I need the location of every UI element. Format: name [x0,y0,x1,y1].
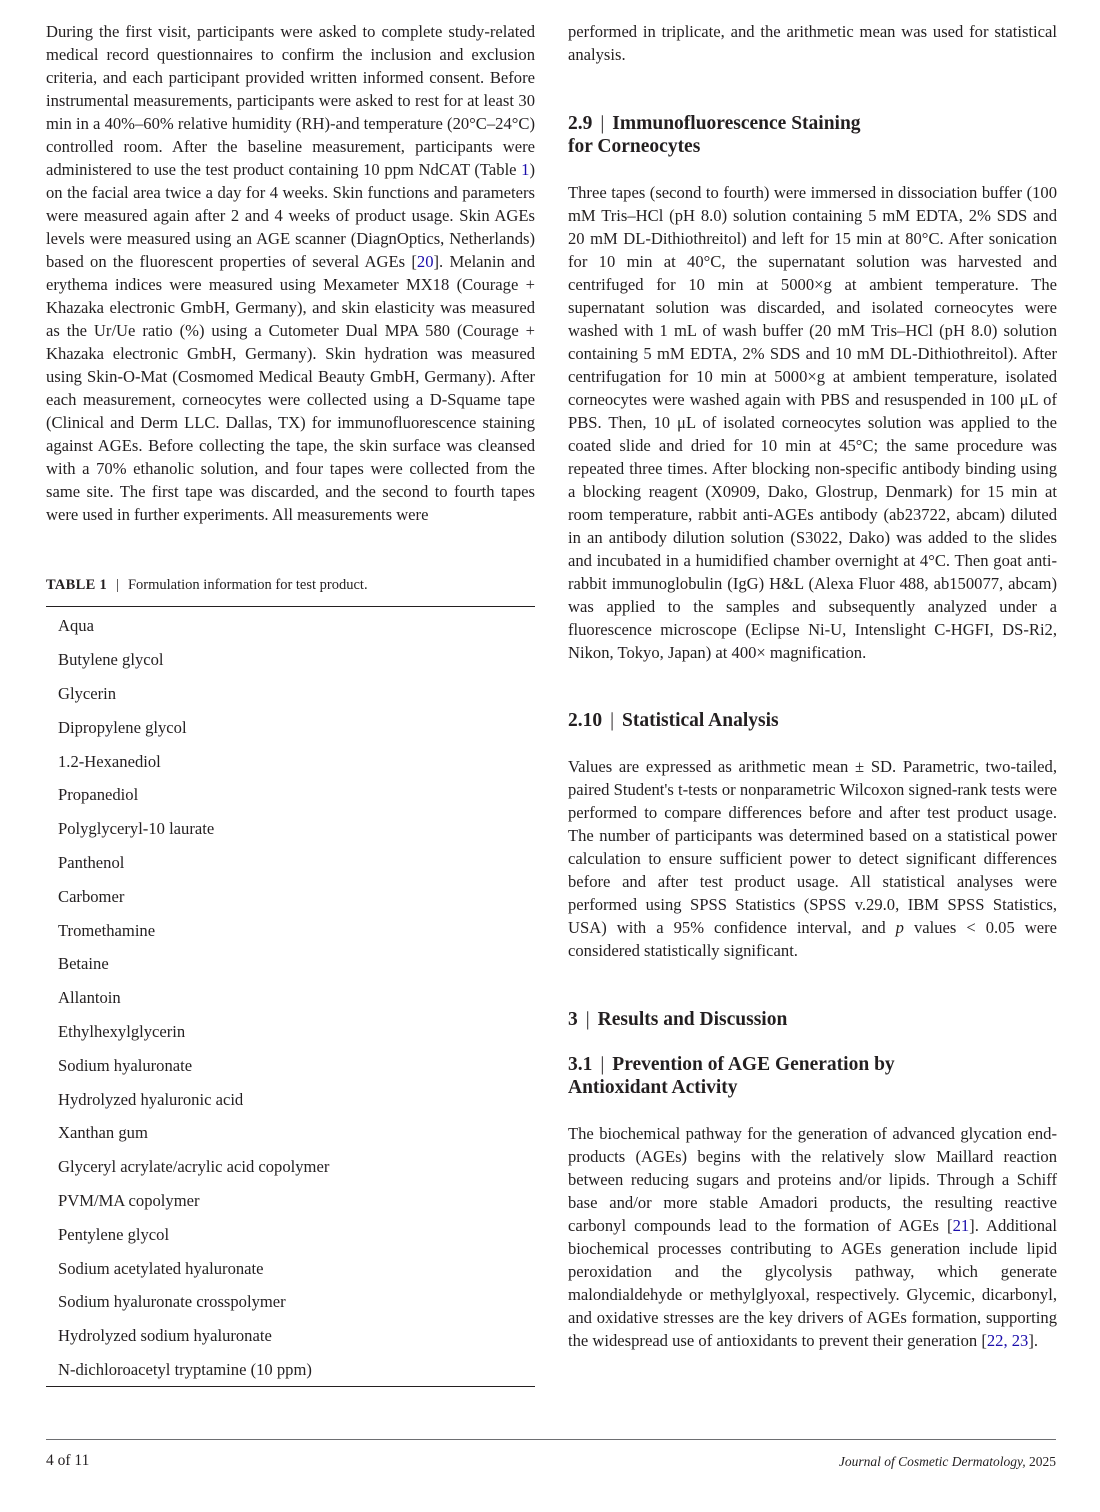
section-2-10-heading [568,709,1057,732]
table-row [46,812,535,846]
heading-separator: | [610,710,615,731]
section-title: Statistical Analysis [622,710,779,731]
table-row [46,981,535,1015]
ingredient-cell: Hydrolyzed sodium hyaluronate [58,1326,272,1346]
table-row [46,643,535,677]
ingredient-cell: Sodium hyaluronate [58,1055,193,1075]
table-row [46,607,535,643]
ingredient-cell: Panthenol [58,852,125,872]
continuation-paragraph: performed in triplicate, and the arithmetic mean was used for statistical analysis. [568,22,1057,64]
table-row [46,913,535,947]
section-number: 3.1 [568,1054,593,1075]
section-2-9-body: Three tapes (second to fourth) were immersed in dissociation buffer (100 mM Tris–HCl (pH 8.0) solution containing 5 mM EDTA, 2% SDS and 20 mM DL-Dithiothreitol) and left for 15 min at 80°C. After sonication for 10 min at 40°C, the supernatant solution was harvested and centrifuged for 10 min at 5000×g at ambient temperature. The supernatant solution was discarded, and isolated corneocytes were washed with 1 mL of wash buffer (20 mM Tris–HCl (pH 8.0) solution containing 5 mM EDTA, 2% SDS and 10 mM DL-Dithiothreitol). After centrifugation for 10 min at 5000×g at ambient temperature, isolated corneocytes were washed again with PBS and resuspended in 100 μL of PBS. Then, 10 μL of isolated corneocytes solution was applied to the coated slide and dried for 10 min at 45°C; the same procedure was repeated three times. After blocking non-specific antibody binding using a blocking reagent (X0909, Dako, Glostrup, Denmark) for 15 min at room temperature, rabbit anti-AGEs antibody (ab23722, abcam) diluted in an antibody dilution solution (S3022, Dako) was added to the slides and incubated in a humidified chamber overnight at 4°C. Then goat anti-rabbit immunoglobulin (IgG) H&L (Alexa Fluor 488, ab150077, abcam) was applied to the samples and subsequently analyzed under a fluorescence microscope (Eclipse Ni-U, Intenslight C-HGFI, DS-Ri2, Nikon, Tokyo, Japan) at 400× magnification. [568,183,1057,662]
right-column [568,20,1057,1352]
table-row [46,710,535,744]
table-row [46,1251,535,1285]
paragraph-text: values < 0.05 were considered statistically significant. [568,918,1057,960]
footer-divider [46,1439,1056,1440]
table-label: TABLE 1 [46,577,108,593]
journal-name [839,1454,1056,1470]
ingredient-cell: Glycerin [58,683,117,703]
ingredient-cell: 1.2-Hexanediol [58,751,161,771]
table-row [46,947,535,981]
table-1-caption [46,575,535,595]
table-row [46,879,535,913]
table-row [46,1150,535,1184]
ingredient-cell: Aqua [58,616,94,636]
ingredient-cell: Betaine [58,954,109,974]
page-number: 4 of 11 [46,1452,90,1469]
table-row [46,778,535,812]
section-3-heading [568,1008,1057,1031]
table-row [46,1015,535,1049]
section-number: 2.10 [568,710,603,731]
ingredient-cell: Pentylene glycol [58,1224,170,1244]
table-row [46,677,535,711]
journal-title: Journal of Cosmetic Dermatology, [838,1454,1026,1469]
ingredient-cell: N-dichloroacetyl tryptamine (10 ppm) [58,1359,312,1379]
methods-paragraph [46,20,535,526]
section-title: Results and Discussion [597,1009,788,1030]
paragraph-text: During the first visit, participants were asked to complete study-related medical record questionnaires to confirm the inclusion and exclusion criteria, and each participant provided written informed consent. Before instrumental measurements, participants were asked to rest for at least 30 min in a 40%–60% relative humidity (RH)-and temperature (20°C–24°C) controlled room. After the baseline measurement, participants were administered to use the test product containing 10 ppm NdCAT (Table [46,22,535,179]
table-row [46,744,535,778]
heading-separator: | [585,1009,590,1030]
citation-20-link[interactable]: 20 [416,252,434,271]
journal-year: 2025 [1025,1454,1056,1469]
ingredient-cell: Sodium hyaluronate crosspolymer [58,1292,286,1312]
section-3-1-heading [568,1053,1057,1099]
table-row [46,846,535,880]
ingredient-cell: Tromethamine [58,920,156,940]
citation-21-link[interactable]: 21 [952,1216,970,1235]
section-title: Immunofluorescence Staining [612,113,861,134]
paragraph-text: ]. [1028,1331,1039,1350]
p-value-symbol: p [895,918,904,937]
table-row [46,1082,535,1116]
paragraph-text: Values are expressed as arithmetic mean ± SD. Parametric, two-tailed, paired Student's t-tests or nonparametric Wilcoxon signed-rank tests were performed to compare differences before and after test product usage. The number of participants was determined based on a statistical power calculation to ensure sufficient power to detect significant differences before and after test product usage. All statistical analyses were performed using SPSS Statistics (SPSS v.29.0, IBM SPSS Statistics, USA) with a 95% confidence interval, and [568,757,1057,937]
table-row [46,1116,535,1150]
ingredient-cell: PVM/MA copolymer [58,1190,200,1210]
paragraph-text: The biochemical pathway for the generation of advanced glycation end-products (AGEs) begins with the relatively slow Maillard reaction between reducing sugars and proteins and/or lipids. Through a Schiff base and/or more stable Amadori products, the resulting reactive carbonyl compounds lead to the formation of AGEs [ [568,1124,1057,1235]
ingredient-cell: Polyglyceryl-10 laurate [58,819,215,839]
ingredient-cell: Carbomer [58,886,125,906]
ingredient-cell: Propanediol [58,785,139,805]
ingredient-cell: Xanthan gum [58,1123,148,1143]
heading-separator: | [600,1054,605,1075]
table-row [46,1285,535,1319]
table-row [46,1319,535,1353]
table-row [46,1217,535,1251]
paragraph-text: ) on the facial area twice a day for 4 weeks. Skin functions and parameters were measured again after 2 and 4 weeks of product usage. Skin AGEs levels were measured using an AGE scanner (DiagnOptics, Netherlands) based on the fluorescent properties of several AGEs [ [46,160,535,271]
table-caption-text: Formulation information for test product. [127,577,368,593]
ingredient-cell: Allantoin [58,988,121,1008]
table-row [46,1184,535,1218]
section-title-line2: Antioxidant Activity [568,1077,738,1098]
left-column [46,20,535,1387]
table-row [46,1048,535,1082]
section-title-line2: for Corneocytes [568,136,701,157]
section-2-10-body [568,755,1057,962]
section-2-9-heading [568,112,1057,158]
ingredient-cell: Sodium acetylated hyaluronate [58,1258,264,1278]
ingredient-cell: Glyceryl acrylate/acrylic acid copolymer [58,1157,330,1177]
section-number: 2.9 [568,113,593,134]
paragraph-text: ]. Melanin and erythema indices were measured using Mexameter MX18 (Courage + Khazaka electronic GmbH, Germany), and skin elasticity was measured as the Ur/Ue ratio (%) using a Cutometer Dual MPA 580 (Courage + Khazaka electronic GmbH, Germany). Skin hydration was measured using Skin-O-Mat (Cosmomed Medical Beauty GmbH, Germany). After each measurement, corneocytes were collected using a D-Squame tape (Clinical and Derm LLC. Dallas, TX) for immunofluorescence staining against AGEs. Before collecting the tape, the skin surface was cleansed with a 70% ethanolic solution, and four tapes were collected from the same site. The first tape was discarded, and the second to fourth tapes were used in further experiments. All measurements were [46,252,535,524]
ingredient-cell: Ethylhexylglycerin [58,1021,186,1041]
ingredient-cell: Dipropylene glycol [58,717,187,737]
table-row [46,1353,535,1387]
heading-separator: | [600,113,605,134]
caption-separator: | [116,577,119,593]
section-number: 3 [568,1009,578,1030]
paragraph-text: ]. Additional biochemical processes contributing to AGEs generation include lipid peroxidation and the glycolysis pathway, which generate malondialdehyde or methylglyoxal, respectively. Glycemic, dicarbonyl, and oxidative stresses are the key drivers of AGEs formation, supporting the widespread use of antioxidants to prevent their generation [ [568,1216,1058,1350]
ingredient-cell: Butylene glycol [58,650,164,670]
citation-22-23-link[interactable]: 22, 23 [986,1331,1029,1350]
table-1-reference-link[interactable]: 1 [521,160,530,179]
ingredient-cell: Hydrolyzed hyaluronic acid [58,1089,244,1109]
section-title: Prevention of AGE Generation by [612,1054,895,1075]
section-3-1-body [568,1122,1057,1352]
formulation-table [46,606,535,1387]
